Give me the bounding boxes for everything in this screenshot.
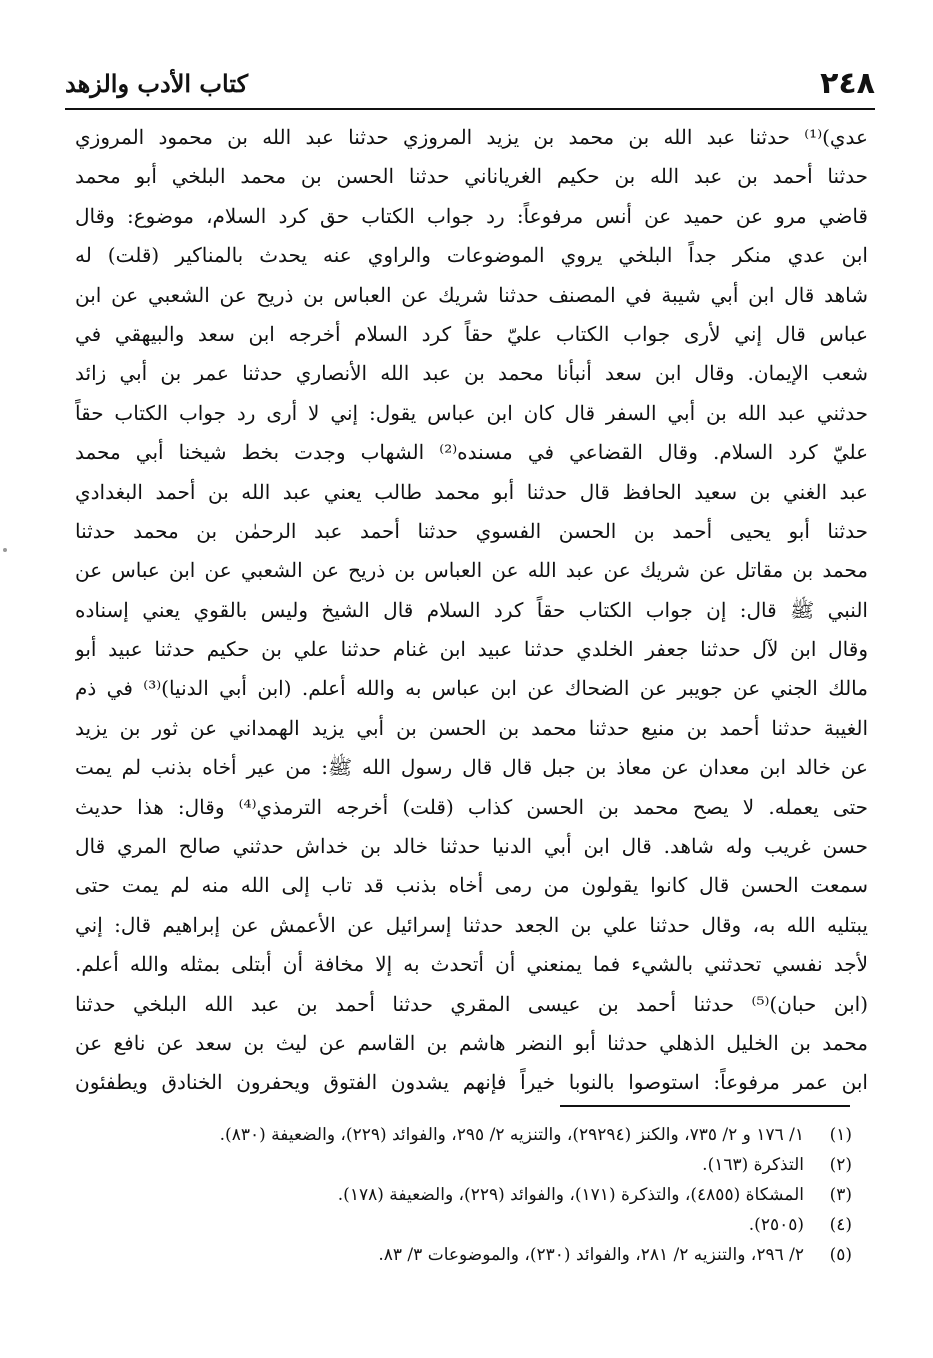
text-line: النبي ﷺ قال: إن جواب الكتاب حقاً كرد السلام قال الشيخ وليس بالقوي يعني إسناده <box>75 597 868 622</box>
text-line: عباس قال إني لأرى جواب الكتاب عليّ حقاً كرد السلام أخرجه ابن سعد والبيهقي في <box>75 321 868 346</box>
text-line: عدي)⁽¹⁾ حدثنا عبد الله بن محمد بن يزيد المروزي حدثنا عبد الله بن محمود المروزي <box>75 125 868 149</box>
footnote-number: (١) <box>829 1125 852 1145</box>
text-line: حسن غريب وله شاهد. قال ابن أبي الدنيا حدثنا خالد بن خداش حدثني صالح المري قال <box>75 834 868 859</box>
text-line: مالك الجني عن جويبر عن الضحاك عن ابن عباس به والله أعلم. (ابن أبي الدنيا)⁽³⁾ في ذم <box>75 676 868 701</box>
footnote-number: (٥) <box>829 1245 852 1265</box>
text-line: عن خالد ابن معدان عن معاذ بن جبل قال قال رسول الله ﷺ: من عير أخاه بذنب لم يمت <box>75 755 868 780</box>
footnote-item <box>120 1180 852 1210</box>
text-line: محمد بن مقاتل عن شريك عن عبد الله عن العباس بن ذريح عن الشعبي عن ابن عباس عن <box>75 558 868 583</box>
text-line: لأجد نفسي تحدثني بالشيء فما يمنعني أن أتحدث به إلا مخافة أن أبتلى بمثله والله أعلم. <box>75 952 868 977</box>
text-line: يبتليه الله به، وقال حدثنا علي بن الجعد حدثنا إسرائيل عن الأعمش عن إبراهيم قال: إني <box>75 912 868 937</box>
text-line: حتى يعمله. لا يصح محمد بن الحسن كذاب (قلت) أخرجه الترمذي⁽⁴⁾ وقال: هذا حديث <box>75 794 868 819</box>
page-header <box>65 58 875 108</box>
main-text <box>75 118 868 1103</box>
text-line: حدثني عبد الله بن أبي السفر قال كان ابن عباس يقول: إني لا أرى رد جواب الكتاب حقاً <box>75 400 868 425</box>
text-line: الغيبة حدثنا أحمد بن منيع حدثنا محمد بن الحسن بن أبي يزيد الهمداني عن ثور بن يزيد <box>75 715 868 740</box>
footnote-number: (٣) <box>829 1185 852 1205</box>
footnote-item <box>120 1120 852 1150</box>
text-line: سمعت الحسن قال كانوا يقولون من رمى أخاه بذنب قد تاب إلى الله منه لم يمت حتى <box>75 873 868 898</box>
footnotes <box>120 1120 852 1270</box>
text-line: (ابن حبان)⁽⁵⁾ حدثنا أحمد بن عيسى المقري حدثنا أحمد بن عبد الله البلخي حدثنا <box>75 991 868 1016</box>
text-line: ابن عمر مرفوعاً: استوصوا بالنوبا خيراً فإنهم يشدون الفتوق ويحفرون الخنادق ويطفئون <box>75 1070 868 1095</box>
text-line: شعب الإيمان. وقال ابن سعد أنبأنا محمد بن عبد الله الأنصاري حدثنا عمر بن أبي زائد <box>75 361 868 386</box>
footnote-text: التذكرة (١٦٣). <box>702 1155 804 1175</box>
text-line: حدثنا أحمد بن عبد الله بن حكيم الغرياناني حدثنا الحسن بن محمد البلخي أبو محمد <box>75 164 868 189</box>
page-number: ٢٤٨ <box>820 65 875 101</box>
footnote-rule <box>560 1105 850 1107</box>
text-line: قاضي مرو عن حميد عن أنس مرفوعاً: رد جواب الكتاب حق كرد السلام، موضوع: وقال <box>75 203 868 228</box>
scan-speck <box>3 548 7 552</box>
footnote-text: (٢٥٠٥). <box>748 1215 804 1235</box>
footnote-item <box>120 1210 852 1240</box>
footnote-text: ٢/ ٢٩٦، والتنزيه ٢/ ٢٨١، والفوائد (٢٣٠)، والموضوعات ٣/ ٨٣. <box>378 1245 804 1265</box>
text-line: شاهد قال ابن أبي شيبة في المصنف حدثنا شريك عن العباس بن ذريح عن الشعبي عن ابن <box>75 282 868 307</box>
footnote-item <box>120 1150 852 1180</box>
text-line: محمد بن الخليل الذهلي حدثنا أبو النضر هاشم بن القاسم عن ليث بن سعد عن نافع عن <box>75 1030 868 1055</box>
footnote-text: ١/ ١٧٦ و ٢/ ٧٣٥، والكنز (٢٩٢٩٤)، والتنزيه ٢/ ٢٩٥، والفوائد (٢٢٩)، والضعيفة (٨٣٠). <box>219 1125 804 1145</box>
text-line: ابن عدي منكر جداً البلخي يروي الموضوعات والراوي عنه يحدث بالمناكير (قلت) له <box>75 243 868 268</box>
header-rule <box>65 108 875 110</box>
text-line: عليّ كرد السلام. وقال القضاعي في مسنده⁽²⁾ الشهاب وجدت بخط شيخنا أبي محمد <box>75 440 868 465</box>
text-line: حدثنا أبو يحيى أحمد بن الحسن الفسوي حدثنا أحمد عبد الرحمٰن بن محمد حدثنا <box>75 518 868 543</box>
text-line: وقال ابن لآل حدثنا جعفر الخلدي حدثنا عبيد ابن غنام حدثنا علي بن حكيم حدثنا عبيد أبو <box>75 637 868 662</box>
text-line: عبد الغني بن سعيد الحافظ قال حدثنا أبو محمد طالب يعني عبد الله بن أحمد البغدادي <box>75 479 868 504</box>
running-title: كتاب الأدب والزهد <box>65 68 248 98</box>
footnote-number: (٢) <box>829 1155 852 1175</box>
footnote-number: (٤) <box>829 1215 852 1235</box>
footnote-text: المشكاة (٤٨٥٥)، والتذكرة (١٧١)، والفوائد (٢٢٩)، والضعيفة (١٧٨). <box>337 1185 804 1205</box>
footnote-item <box>120 1240 852 1270</box>
